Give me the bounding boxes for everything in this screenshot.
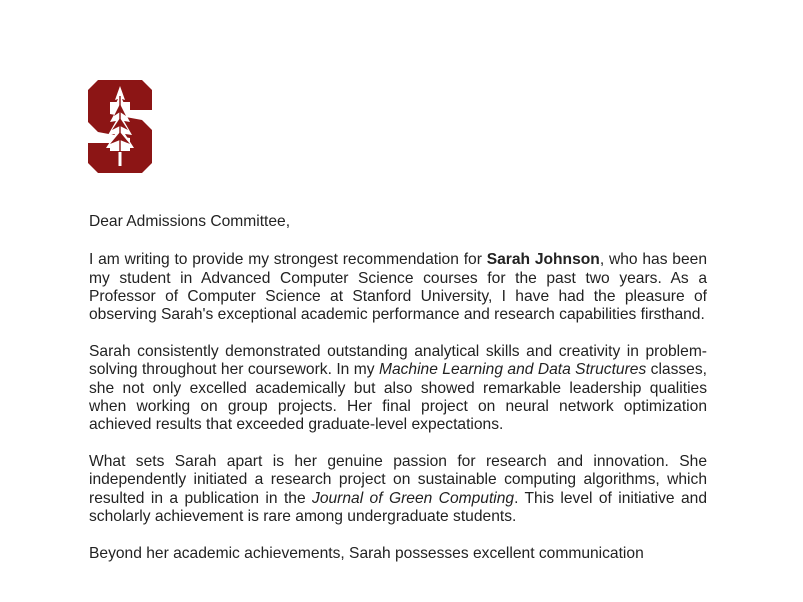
paragraph-2-text-after: classes, she not only excelled academically but also showed remarkable leadership qualities when working on group projects. Her final project on neural network optimization achieved results that exceeded graduate-level expectations. bbox=[89, 361, 707, 434]
stanford-logo-icon bbox=[88, 80, 152, 173]
course-names: Machine Learning and Data Structures bbox=[378, 361, 647, 379]
student-name: Sarah Johnson bbox=[486, 251, 600, 269]
salutation: Dear Admissions Committee, bbox=[89, 213, 291, 230]
paragraph-2 bbox=[89, 343, 707, 434]
paragraph-1-text-after: , who has been my student in Advanced Computer Science courses for the past two years. As a Professor of Computer Science at Stanford University, I have had the pleasure of observing Sarah's exceptional academic performance and research capabilities firsthand. bbox=[89, 251, 707, 324]
paragraph-3-text-before: What sets Sarah apart is her genuine passion for research and innovation. She independently initiated a research project on sustainable computing algorithms, which resulted in a publication in the bbox=[89, 452, 707, 507]
paragraph-2-text-before: Sarah consistently demonstrated outstanding analytical skills and creativity in problem-solving throughout her coursework. In my bbox=[89, 342, 707, 379]
paragraph-1 bbox=[89, 251, 707, 324]
paragraph-3 bbox=[89, 453, 707, 526]
paragraph-4: Beyond her academic achievements, Sarah possesses excellent communication bbox=[89, 544, 644, 562]
paragraph-1-text-before: I am writing to provide my strongest recommendation for bbox=[89, 251, 487, 269]
letter-body bbox=[89, 213, 707, 581]
journal-name: Journal of Green Computing bbox=[312, 489, 515, 507]
paragraph-3-text-after: . This level of initiative and scholarly achievement is rare among undergraduate students. bbox=[89, 489, 707, 525]
